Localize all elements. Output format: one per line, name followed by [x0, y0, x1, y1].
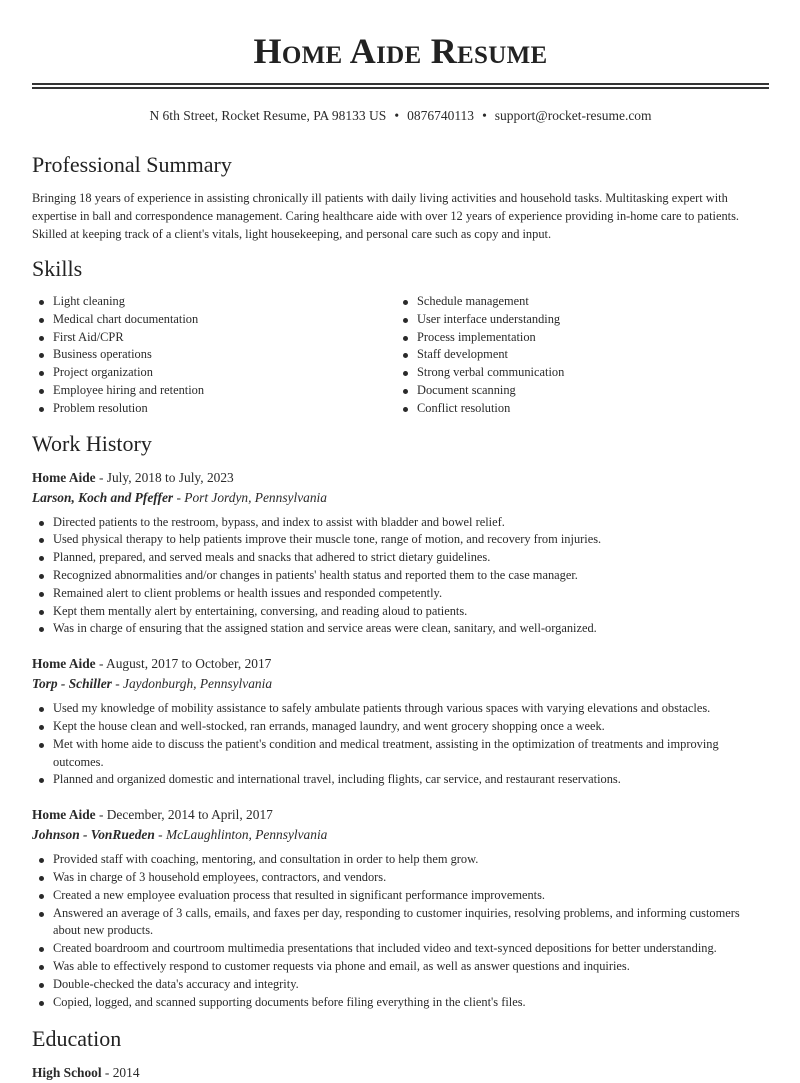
summary-heading: Professional Summary [32, 152, 232, 177]
job-title-line [32, 654, 769, 674]
company-location: - Jaydonburgh, Pennsylvania [111, 676, 273, 692]
duty-item: Met with home aide to discuss the patient's condition and medical treatment, assisting in the optimization of treatments and improving outcomes. [32, 736, 769, 772]
contact-line [32, 107, 769, 125]
education-year: - 2014 [101, 1065, 140, 1081]
skill-item: First Aid/CPR [32, 329, 396, 347]
company-location: - Port Jordyn, Pennsylvania [173, 489, 327, 505]
duty-item: Kept them mentally alert by entertaining, conversing, and reading aloud to patients. [32, 603, 769, 621]
summary-text: Bringing 18 years of experience in assisting chronically ill patients with daily living activities and household tasks. Multitasking expert with expertise in ball and correspondence management. Caring healthcare aide with over 12 years of experience providing in-home care to patients. Skilled at keeping track of a client's vitals, light housekeeping, and personal care such as copy and input. [32, 191, 740, 241]
company-line [32, 825, 769, 845]
work-history-heading: Work History [32, 430, 152, 456]
skill-item: Strong verbal communication [396, 364, 760, 382]
header-divider-bottom [32, 87, 769, 89]
duty-item: Remained alert to client problems or health issues and responded competently. [32, 585, 769, 603]
contact-address: N 6th Street, Rocket Resume, PA 98133 US [149, 108, 387, 123]
skill-item: Problem resolution [32, 400, 396, 418]
job-entry [32, 805, 769, 1011]
job-title: Home Aide [32, 469, 96, 485]
company-name: Larson, Koch and Pfeffer [32, 489, 174, 505]
duty-item: Created boardroom and courtroom multimedia presentations that included video and text-synced depositions for better understanding. [32, 940, 769, 958]
duty-item: Planned, prepared, and served meals and snacks that adhered to strict dietary guidelines. [32, 549, 769, 567]
duty-item: Was in charge of 3 household employees, contractors, and vendors. [32, 869, 769, 887]
duty-item: Planned and organized domestic and international travel, including flights, car service, and restaurant reservations. [32, 771, 769, 789]
job-duties [32, 851, 769, 1011]
company-name: Torp - Schiller [32, 676, 112, 692]
duty-item: Answered an average of 3 calls, emails, and faxes per day, responding to customer inquiries, resolving problems, and informing customers about new products. [32, 905, 769, 941]
duty-item: Used my knowledge of mobility assistance to safely ambulate patients through various spaces with varying elevations and obstacles. [32, 700, 769, 718]
header-divider-top [32, 83, 769, 85]
duty-item: Double-checked the data's accuracy and integrity. [32, 976, 769, 994]
company-line [32, 488, 769, 508]
resume-page [32, 0, 769, 1083]
duty-item: Was in charge of ensuring that the assigned station and service areas were clean, sanitary, and well-organized. [32, 620, 769, 638]
skill-item: Process implementation [396, 329, 760, 347]
skills-heading: Skills [32, 256, 83, 281]
job-duties [32, 514, 769, 639]
skill-item: Light cleaning [32, 293, 396, 311]
job-duties [32, 700, 769, 789]
education-heading: Education [32, 1026, 122, 1052]
education-school: High School [32, 1065, 102, 1081]
skill-item: Document scanning [396, 382, 760, 400]
company-location: - McLaughlinton, Pennsylvania [154, 827, 328, 843]
skill-item: Schedule management [396, 293, 760, 311]
job-dates: - July, 2018 to July, 2023 [95, 469, 234, 485]
job-title-line [32, 805, 769, 825]
contact-separator: • [482, 108, 487, 123]
skill-item: Employee hiring and retention [32, 382, 396, 400]
skill-item: Conflict resolution [396, 400, 760, 418]
contact-separator: • [394, 108, 400, 123]
contact-phone: 0876740113 [407, 108, 475, 123]
duty-item: Recognized abnormalities and/or changes in patients' health status and reported them to the case manager. [32, 567, 769, 585]
job-title-line [32, 468, 769, 488]
job-entry [32, 468, 769, 639]
job-entry [32, 654, 769, 789]
job-title: Home Aide [32, 807, 96, 823]
duty-item: Created a new employee evaluation process that resulted in significant performance improvements. [32, 887, 769, 905]
skill-item: Staff development [396, 346, 760, 364]
skill-item: Medical chart documentation [32, 311, 396, 329]
job-dates: - December, 2014 to April, 2017 [95, 807, 273, 823]
skills-column-left [32, 293, 396, 418]
company-name: Johnson - VonRueden [32, 827, 155, 843]
duty-item: Kept the house clean and well-stocked, ran errands, managed laundry, and went grocery shopping once a week. [32, 718, 769, 736]
skill-item: Business operations [32, 346, 396, 364]
duty-item: Used physical therapy to help patients improve their muscle tone, range of motion, and recovery from injuries. [32, 531, 769, 549]
contact-email: support@rocket-resume.com [494, 108, 652, 123]
job-title: Home Aide [32, 656, 96, 672]
skills-list [32, 293, 769, 418]
skills-column-right [396, 293, 760, 418]
skill-item: User interface understanding [396, 311, 760, 329]
duty-item: Provided staff with coaching, mentoring, and consultation in order to help them grow. [32, 851, 769, 869]
skill-item: Project organization [32, 364, 396, 382]
duty-item: Copied, logged, and scanned supporting documents before filing everything in the client's files. [32, 994, 769, 1012]
duty-item: Was able to effectively respond to customer requests via phone and email, as well as answer questions and inquiries. [32, 958, 769, 976]
education-entry [32, 1063, 769, 1083]
duty-item: Directed patients to the restroom, bypass, and index to assist with bladder and bowel relief. [32, 514, 769, 532]
company-line [32, 674, 769, 694]
resume-title: Home Aide Resume [253, 31, 548, 71]
job-dates: - August, 2017 to October, 2017 [95, 656, 272, 672]
